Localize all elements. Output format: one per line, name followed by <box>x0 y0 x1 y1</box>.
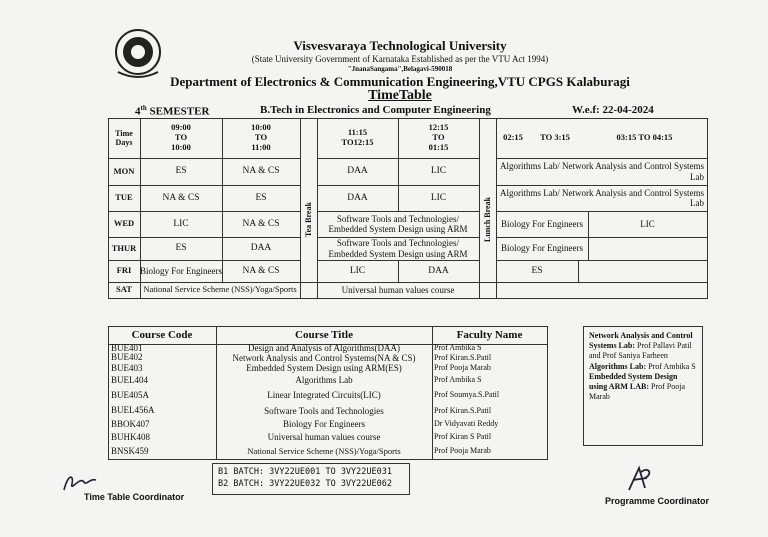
day-mon: MON <box>113 165 135 176</box>
lab-3-faculty: Prof Pooja Marab <box>589 382 686 402</box>
table-row-title: Algorithms Lab <box>295 375 353 386</box>
table-row-code: BNSK459 <box>111 445 149 456</box>
table-row-title: Linear Integrated Circuits(LIC) <box>267 390 381 401</box>
table-row-title: Universal human values course <box>267 432 381 443</box>
tue-s3: DAA <box>347 192 368 203</box>
table-row-title: Biology For Engineers <box>283 419 365 430</box>
table-row-code: BUEL456A <box>111 405 155 416</box>
lab-1-title: Network Analysis and Control Systems Lab: <box>589 331 693 351</box>
day-tue: TUE <box>115 192 133 203</box>
lab-faculty-box <box>583 326 703 446</box>
fri-s2: NA & CS <box>242 265 280 276</box>
lunch-break-label: Lunch Break <box>483 197 492 243</box>
mon-s3: DAA <box>347 166 368 177</box>
batch-b2: B2 BATCH: 3VY22UE032 TO 3VY22UE062 <box>218 478 392 489</box>
table-row-title: Network Analysis and Control Systems(NA & CS) <box>232 352 416 363</box>
mon-s4: LIC <box>430 166 447 177</box>
programme-coordinator: Programme Coordinator <box>605 496 710 506</box>
slot-5a: 02:15 <box>503 132 523 143</box>
batch-box <box>212 463 410 495</box>
thur-a1: Biology For Engineers <box>501 243 583 254</box>
table-row-faculty: Prof Pooja Marab <box>434 446 491 456</box>
batch-b1: B1 BATCH: 3VY22UE001 TO 3VY22UE031 <box>218 467 392 477</box>
slot-6: 03:15 TO 04:15 <box>616 132 673 143</box>
thur-s34: Software Tools and Technologies/ Embedded System Design using ARM <box>328 238 468 259</box>
state-line: (State University Government of Karnataka Established as per the VTU Act 1994) <box>251 54 549 64</box>
lab-2-faculty: Prof Ambika S <box>648 361 696 371</box>
program: B.Tech in Electronics and Computer Engineering <box>260 104 491 116</box>
faculty-name-header: Faculty Name <box>456 328 523 341</box>
table-row-faculty: Prof Kiran S Patil <box>434 432 492 442</box>
table-row-faculty: Prof Soumya.S.Patil <box>434 390 500 400</box>
tea-break-label: Tea Break <box>304 202 313 238</box>
fri-s1: Biology For Engineers <box>140 265 222 276</box>
university-name: Visvesvaraya Technological University <box>293 38 507 53</box>
table-row-faculty: Prof Kiran.S.Patil <box>434 405 492 415</box>
sat-s12: National Service Scheme (NSS)/Yoga/Sports <box>143 284 297 295</box>
university-logo <box>110 26 166 80</box>
slot-3: 11:15 TO12:15 <box>341 127 374 147</box>
wed-a1: Biology For Engineers <box>501 218 583 229</box>
lab-1-faculty: Prof Pallavi Patil and Prof Saniya Farheen <box>589 341 692 361</box>
table-row-faculty: Prof Kiran.S.Patil <box>434 352 492 362</box>
table-row-faculty: Prof Ambika S <box>434 375 482 385</box>
tue-s1: NA & CS <box>162 192 200 203</box>
table-row-title: Design and Analysis of Algorithms(DAA) <box>248 343 400 354</box>
wed-a2: LIC <box>640 218 655 229</box>
table-row-faculty: Prof Pooja Marab <box>434 363 491 373</box>
wed-s2: NA & CS <box>242 218 280 229</box>
doc-title: TimeTable <box>368 88 432 103</box>
slot-4: 12:15 TO 01:15 <box>428 122 449 152</box>
mon-s1: ES <box>175 166 187 177</box>
thur-s2: DAA <box>250 243 272 254</box>
table-row-title: Software Tools and Technologies <box>264 405 384 416</box>
table-row-title: National Service Scheme (NSS)/Yoga/Sports <box>247 445 401 456</box>
wed-s1: LIC <box>173 218 189 229</box>
mon-s2: NA & CS <box>242 166 280 177</box>
table-row-code: BUHK408 <box>111 431 151 442</box>
table-row-code: BUE401 <box>111 342 143 353</box>
wef: W.e.f: 22-04-2024 <box>572 104 654 116</box>
tue-s2: ES <box>255 192 267 203</box>
slot-5b: TO 3:15 <box>540 132 570 143</box>
wed-s34: Software Tools and Technologies/ Embedded System Design using ARM <box>328 213 468 234</box>
fri-a1: ES <box>531 265 543 276</box>
table-row-faculty: Prof Ambika S <box>434 343 482 353</box>
table-row-code: BUE405A <box>111 389 149 400</box>
lab-2-title: Algorithms Lab: <box>589 361 647 371</box>
slot-1: 09:00 TO 10:00 <box>171 122 191 152</box>
corner-cell: Time Days <box>115 128 133 147</box>
table-row-code: BUEL404 <box>111 374 148 385</box>
department-title: Department of Electronics & Communication Engineering,VTU CPGS Kalaburagi <box>170 74 630 89</box>
table-row-code: BBOK407 <box>111 418 150 429</box>
lab-3-title: Embedded System Design using ARM LAB: <box>589 371 678 392</box>
day-wed: WED <box>113 218 135 229</box>
tue-s4: LIC <box>430 192 447 203</box>
mon-lab: Algorithms Lab/ Network Analysis and Control Systems Lab <box>500 161 704 182</box>
slot-2: 10:00 TO 11:00 <box>251 122 271 152</box>
course-title-header: Course Title <box>295 328 353 341</box>
table-row-code: BUE403 <box>111 362 143 373</box>
right-signature <box>625 464 655 494</box>
address: "JnanaSangama",Belagavi-590018 <box>347 65 453 73</box>
fri-s4: DAA <box>428 265 449 276</box>
sat-s34: Universal human values course <box>341 284 455 295</box>
course-code-header: Course Code <box>131 328 193 341</box>
table-row-faculty: Dr Vidyavati Reddy <box>434 419 499 429</box>
thur-s1: ES <box>175 243 187 254</box>
tue-lab: Algorithms Lab/ Network Analysis and Control Systems Lab <box>500 187 704 208</box>
time-table-coordinator: Time Table Coordinator <box>84 492 185 502</box>
fri-s3: LIC <box>349 265 366 276</box>
day-sat: SAT <box>116 284 132 295</box>
semester: 4th SEMESTER <box>135 104 210 118</box>
table-row-title: Embedded System Design using ARM(ES) <box>246 363 402 374</box>
day-thur: THUR <box>111 242 137 253</box>
table-row-code: BUE402 <box>111 352 143 363</box>
day-fri: FRI <box>116 265 132 276</box>
